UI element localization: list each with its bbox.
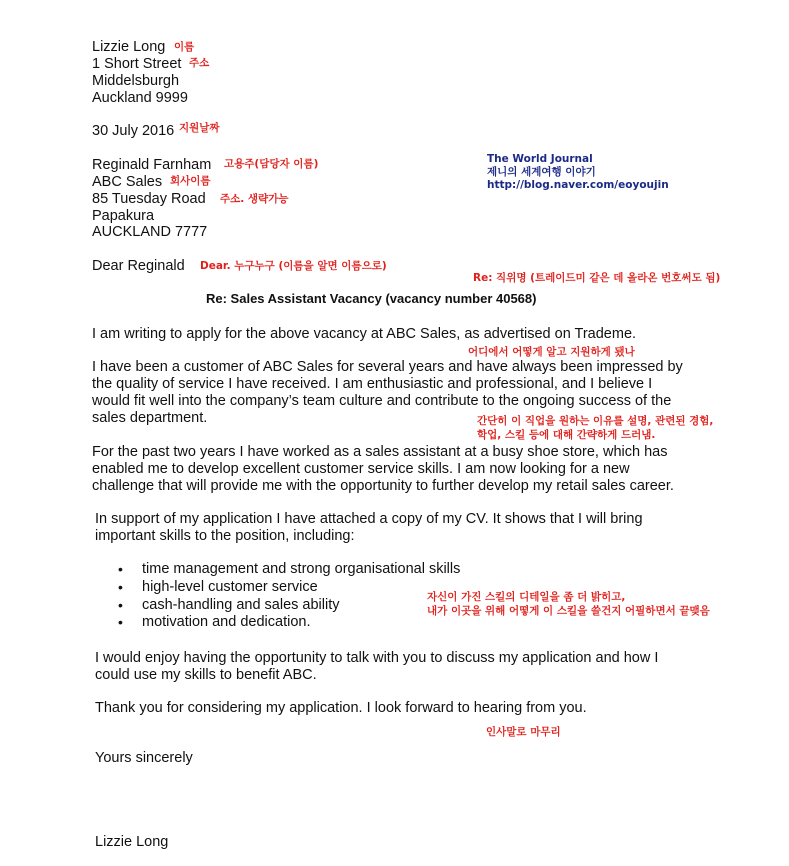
paragraph-line: would fit well into the company’s team culture and contribute to the ongoing success of the xyxy=(92,393,672,409)
annotation-thanks: 인사말로 마무리 xyxy=(486,726,561,738)
annotation-why-1: 간단히 이 직업을 원하는 이유를 설명, 관련된 경험, xyxy=(477,415,714,427)
paragraph-line: I am writing to apply for the above vacancy at ABC Sales, as advertised on Trademe. xyxy=(92,326,637,342)
closing: Yours sincerely xyxy=(95,750,193,766)
watermark-subtitle: 제니의 세계여행 이야기 xyxy=(487,166,596,178)
paragraph-line: enabled me to develop excellent customer service skills. I am now looking for a new xyxy=(92,461,630,477)
paragraph-thanks xyxy=(95,700,587,717)
recipient-city: AUCKLAND 7777 xyxy=(92,224,208,240)
watermark-title: The World Journal xyxy=(487,153,593,165)
paragraph-line: I would enjoy having the opportunity to talk with you to discuss my application and how I xyxy=(95,650,659,666)
sender-address-line-3: Auckland 9999 xyxy=(92,90,188,106)
paragraph-line: Thank you for considering my application. I look forward to hearing from you. xyxy=(95,700,587,716)
recipient-company: ABC Sales xyxy=(92,174,163,190)
list-item: • high-level customer service xyxy=(95,579,460,597)
annotation-skills-2: 내가 이곳을 위해 어떻게 이 스킬을 쓸건지 어필하면서 끝맺음 xyxy=(427,605,710,617)
paragraph-closing xyxy=(95,650,658,684)
annotation-company: 회사이름 xyxy=(170,175,211,187)
paragraph-line: I have been a customer of ABC Sales for several years and have always been impressed by xyxy=(92,359,683,375)
subject-line: Re: Sales Assistant Vacancy (vacancy number 40568) xyxy=(206,291,537,306)
annotation-dear: Dear. 누구누구 (이름을 알면 이름으로) xyxy=(200,260,387,272)
skills-list xyxy=(95,561,460,632)
list-item: • time management and strong organisational skills xyxy=(95,561,460,579)
paragraph-line: In support of my application I have attached a copy of my CV. It shows that I will bring xyxy=(95,511,643,527)
paragraph-support xyxy=(95,511,643,545)
paragraph-experience xyxy=(92,444,674,495)
sender-address-line-1: 1 Short Street xyxy=(92,56,182,72)
annotation-re: Re: 직위명 (트레이드미 같은 데 올라온 번호써도 됨) xyxy=(473,272,721,284)
annotation-where: 어디에서 어떻게 알고 지원하게 됐나 xyxy=(468,346,635,358)
greeting: Dear Reginald xyxy=(92,258,185,274)
watermark-url: http://blog.naver.com/eoyoujin xyxy=(487,179,669,191)
recipient-suburb: Papakura xyxy=(92,208,155,224)
paragraph-line: sales department. xyxy=(92,410,208,426)
annotation-employer: 고용주(담당자 이름) xyxy=(224,158,319,170)
annotation-address: 주소 xyxy=(189,57,210,69)
sender-name: Lizzie Long xyxy=(92,39,166,55)
annotation-date: 지원날짜 xyxy=(179,122,220,134)
sender-address-line-2: Middelsburgh xyxy=(92,73,180,89)
paragraph-line: For the past two years I have worked as a sales assistant at a busy shoe store, which has xyxy=(92,444,668,460)
letter-date: 30 July 2016 xyxy=(92,123,175,139)
paragraph-line: important skills to the position, including: xyxy=(95,528,355,544)
list-item: • motivation and dedication. xyxy=(95,614,460,632)
paragraph-line: challenge that will provide me with the opportunity to further develop my retail sales career. xyxy=(92,478,674,494)
paragraph-line: could use my skills to benefit ABC. xyxy=(95,667,317,683)
annotation-name: 이름 xyxy=(174,41,195,53)
paragraph-line: the quality of service I have received. I am enthusiastic and professional, and I believe I xyxy=(92,376,653,392)
recipient-name: Reginald Farnham xyxy=(92,157,212,173)
signature: Lizzie Long xyxy=(95,834,169,850)
paragraph-intro xyxy=(92,326,636,343)
list-item: • cash-handling and sales ability xyxy=(95,597,460,615)
recipient-street: 85 Tuesday Road xyxy=(92,191,206,207)
annotation-company-address: 주소. 생략가능 xyxy=(220,193,289,205)
annotation-why-2: 학업, 스킬 등에 대해 간략하게 드러냄. xyxy=(477,429,656,441)
annotation-skills-1: 자신이 가진 스킬의 디테일을 좀 더 밝히고, xyxy=(427,591,626,603)
